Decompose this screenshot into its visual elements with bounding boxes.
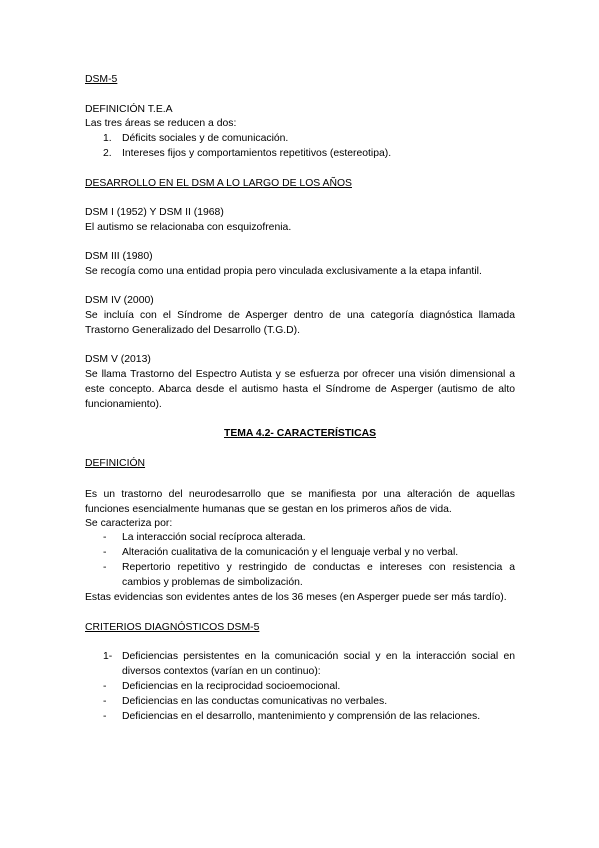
desarrollo-heading: DESARROLLO EN EL DSM A LO LARGO DE LOS AÑOS bbox=[85, 178, 352, 189]
caracteriza-label: Se caracteriza por: bbox=[85, 518, 173, 529]
list-item-text: Deficiencias en la reciprocidad socioemocional. bbox=[122, 681, 341, 692]
dsm-entry-body: Se incluía con el Síndrome de Asperger dentro de una categoría diagnóstica llamada Trastorno Generalizado del Desarrollo (T.G.D). bbox=[85, 310, 515, 336]
list-marker: 1- bbox=[103, 651, 113, 662]
definicion-tea-heading: DEFINICIÓN T.E.A bbox=[85, 104, 173, 115]
list-item-text: Déficits sociales y de comunicación. bbox=[122, 133, 289, 144]
dsm-entry-title: DSM I (1952) Y DSM II (1968) bbox=[85, 207, 224, 218]
list-marker: - bbox=[103, 711, 107, 722]
dsm-entry-title: DSM IV (2000) bbox=[85, 295, 154, 306]
list-item-text: La interacción social recíproca alterada. bbox=[122, 532, 306, 543]
list-marker: - bbox=[103, 547, 107, 558]
dsm-entry-body: Se llama Trastorno del Espectro Autista y se esfuerza por ofrecer una visión dimensional a este concepto. Abarca desde el autismo hasta el Síndrome de Asperger (autismo de alto funcionamiento). bbox=[85, 369, 515, 410]
criterios-heading: CRITERIOS DIAGNÓSTICOS DSM-5 bbox=[85, 622, 260, 633]
definicion-paragraph: Es un trastorno del neurodesarrollo que se manifiesta por una alteración de aquellas funciones esencialmente humanas que se gestan en los primeros años de vida. bbox=[85, 489, 515, 515]
list-marker: - bbox=[103, 696, 107, 707]
dsm-entry-title: DSM V (2013) bbox=[85, 354, 151, 365]
definicion-tea-intro: Las tres áreas se reducen a dos: bbox=[85, 118, 237, 129]
list-marker: - bbox=[103, 681, 107, 692]
list-item-text: Repertorio repetitivo y restringido de conductas e intereses con resistencia a cambios y problemas de simbolización. bbox=[122, 562, 515, 588]
tema-title: TEMA 4.2- CARACTERÍSTICAS bbox=[223, 428, 377, 439]
list-marker: - bbox=[103, 562, 107, 573]
list-item-text: Deficiencias en el desarrollo, mantenimiento y comprensión de las relaciones. bbox=[122, 711, 481, 722]
dsm-entry-body: Se recogía como una entidad propia pero vinculada exclusivamente a la etapa infantil. bbox=[85, 266, 482, 277]
list-item-text: Deficiencias en las conductas comunicativas no verbales. bbox=[122, 696, 388, 707]
dsm-entry-body: El autismo se relacionaba con esquizofrenia. bbox=[85, 222, 292, 233]
dsm-entry-title: DSM III (1980) bbox=[85, 251, 153, 262]
list-marker: 2. bbox=[103, 148, 112, 159]
list-item-text: Deficiencias persistentes en la comunicación social y en la interacción social en diversos contextos (varían en un continuo): bbox=[122, 651, 515, 677]
definicion-heading: DEFINICIÓN bbox=[85, 458, 146, 469]
list-marker: 1. bbox=[103, 133, 112, 144]
list-item-text: Alteración cualitativa de la comunicación y el lenguaje verbal y no verbal. bbox=[122, 547, 459, 558]
list-item-text: Intereses fijos y comportamientos repetitivos (estereotipa). bbox=[122, 148, 392, 159]
evidencias-text: Estas evidencias son evidentes antes de los 36 meses (en Asperger puede ser más tardío). bbox=[85, 592, 507, 603]
list-marker: - bbox=[103, 532, 107, 543]
dsm5-heading: DSM-5 bbox=[85, 74, 118, 85]
